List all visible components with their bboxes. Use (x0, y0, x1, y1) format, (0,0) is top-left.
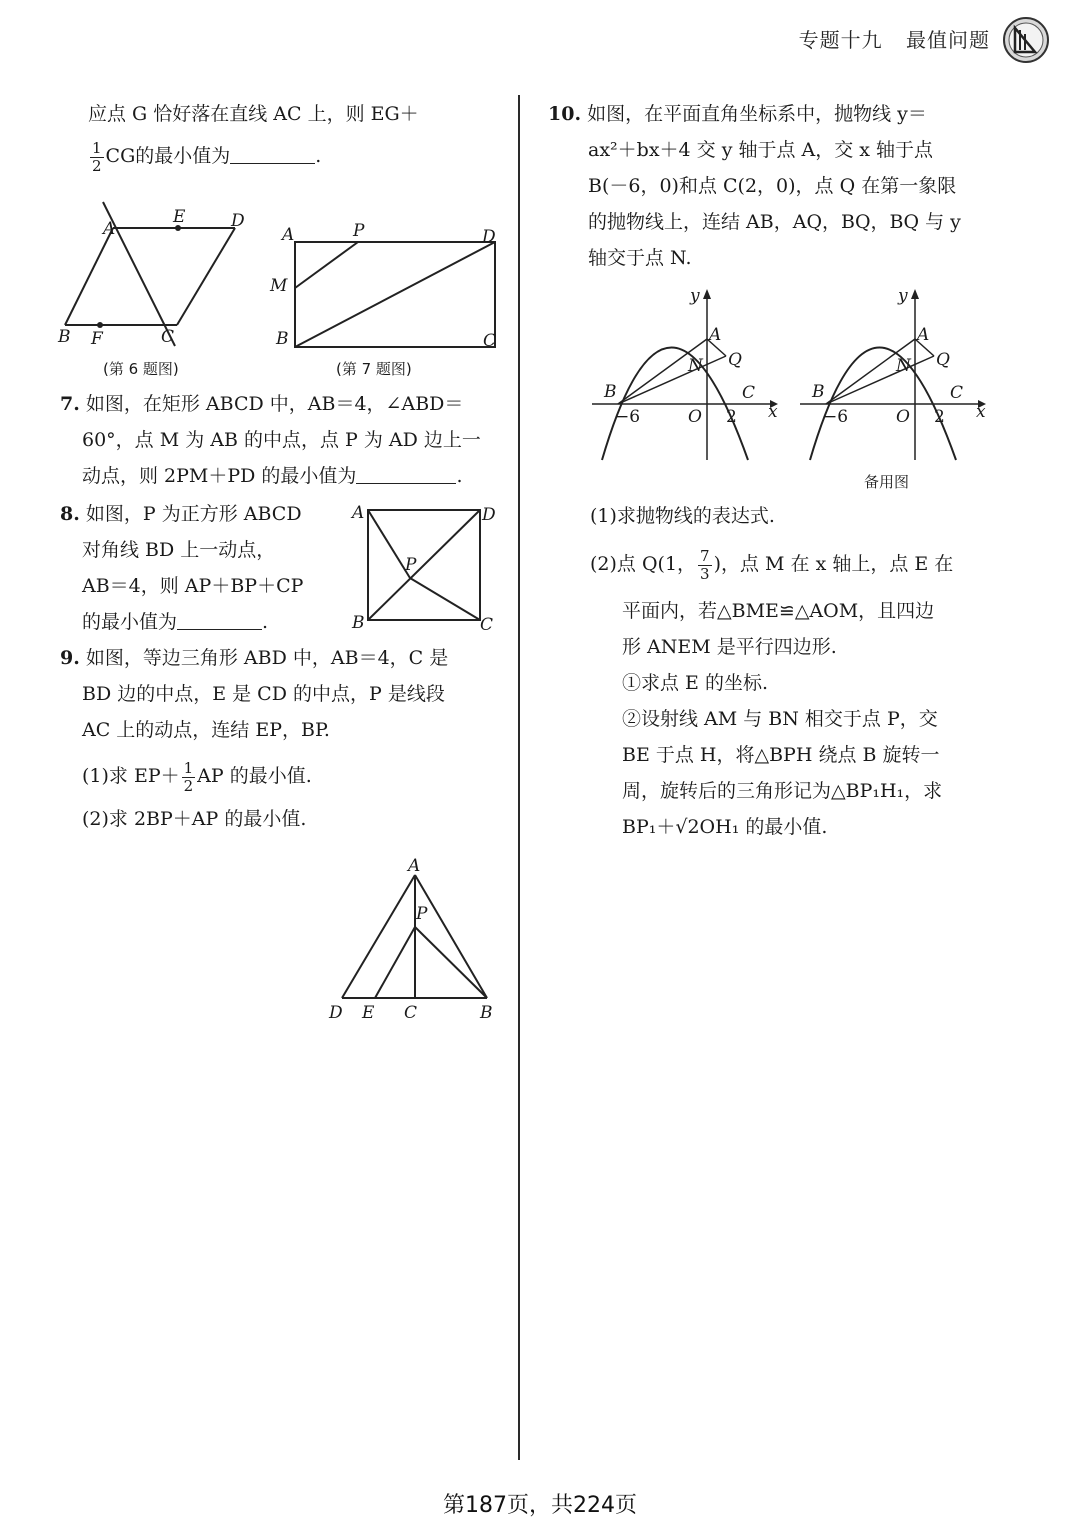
parabola-graph-2 (798, 285, 993, 465)
figure-7 (268, 218, 508, 353)
problem-8-number: 8. (60, 503, 80, 525)
problem-10-questions (590, 498, 1000, 845)
graph2-label-y: y (898, 286, 908, 306)
fig7-caption: (第 7 题图) (336, 360, 412, 378)
graph2-label-N: N (896, 356, 911, 376)
problem-10-line-2: ax²＋bx＋4 交 y 轴于点 A，交 x 轴于点 (588, 139, 934, 161)
fig7-label-C: C (483, 331, 497, 351)
graph2-label-C: C (950, 383, 964, 403)
problem-7-line-3: 动点，则 2PM＋PD 的最小值为 (82, 465, 357, 487)
problem-10-q2-line-3: 形 ANEM 是平行四边形. (622, 635, 837, 658)
fraction-half: $\frac{1}{2}$ (183, 758, 194, 795)
problem-8-line-2: 对角线 BD 上一动点， (82, 539, 276, 561)
graph2-label-x: x (976, 402, 986, 422)
graph1-label-C: C (742, 383, 756, 403)
problem-10-q2-sub1: ①求点 E 的坐标. (622, 671, 768, 694)
header-title: 最值问题 (906, 28, 990, 52)
problem-8-line-4: 的最小值为 (82, 611, 178, 633)
fig6-label-B: B (58, 327, 71, 347)
fig9-label-B: B (480, 1003, 493, 1023)
problem-7-number: 7. (60, 393, 80, 415)
fig7-label-D: D (482, 227, 496, 247)
left-column (60, 96, 500, 175)
problem-10-q2-sub2-line-4: BP₁＋√2OH₁ 的最小值. (622, 815, 828, 838)
problem-7-line-2: 60°，点 M 为 AB 的中点，点 P 为 AD 边上一 (82, 429, 481, 451)
fig9-label-E: E (362, 1003, 375, 1023)
backup-graph-caption: 备用图 (864, 473, 910, 491)
column-divider (518, 95, 520, 1460)
graph1-label-y: y (690, 286, 700, 306)
fig6-label-E: E (173, 207, 186, 227)
problem-6-line-2: $\frac{1}{2}$ CG的最小值为 . (92, 138, 322, 175)
graph1-label-O: O (688, 407, 702, 427)
problem-9-line-2: BD 边的中点，E 是 CD 的中点，P 是线段 (82, 683, 445, 705)
fig9-label-D: D (329, 1003, 343, 1023)
problem-10-q2-line-1: (2)点 Q(1， $\frac{7}{3}$ )，点 M 在 x 轴上，点 E 在 (590, 546, 954, 583)
problem-10-line-1: 如图，在平面直角坐标系中，抛物线 y＝ (587, 103, 927, 125)
problem-8: 8. 如图，P 为正方形 ABCD 对角线 BD 上一动点， AB＝4，则 AP＋BP＋CP 的最小值为 . (60, 496, 350, 640)
fig6-label-F: F (91, 329, 103, 349)
fig9-label-C: C (404, 1003, 418, 1023)
problem-10-number: 10. (548, 103, 582, 125)
answer-blank-6[interactable] (230, 143, 315, 164)
fig8-label-A: A (352, 503, 365, 523)
graph2-tick-neg6: −6 (823, 407, 849, 427)
fig6-caption: (第 6 题图) (103, 360, 179, 378)
graph1-label-x: x (768, 402, 778, 422)
fig7-label-M: M (270, 276, 288, 296)
problem-10-q2-sub2-line-2: BE 于点 H，将△BPH 绕点 B 旋转一 (622, 743, 940, 766)
problem-10-q2-sub2-line-3: 周，旋转后的三角形记为△BP₁H₁，求 (622, 779, 943, 802)
graph1-tick-neg6: −6 (615, 407, 641, 427)
graph2-label-A: A (917, 325, 930, 345)
fig6-label-A: A (103, 219, 116, 239)
graph2-label-O: O (896, 407, 910, 427)
page-indicator: 第187页，共224页 (443, 1493, 637, 1518)
problem-9-number: 9. (60, 647, 80, 669)
problem-10-line-3: B(－6，0)和点 C(2，0)，点 Q 在第一象限 (588, 175, 957, 197)
page-header (0, 0, 1080, 80)
graph1-label-Q: Q (728, 350, 742, 370)
figure-8 (350, 500, 500, 635)
fraction-half: $\frac{1}{2}$ (92, 138, 102, 175)
header-topic: 专题十九 (798, 28, 883, 52)
answer-blank-8[interactable] (177, 609, 262, 630)
fig9-label-P: P (416, 904, 428, 924)
parabola-graph-1 (590, 285, 785, 465)
fig7-label-B: B (276, 329, 289, 349)
fig6-label-D: D (231, 211, 245, 231)
fig8-label-P: P (405, 555, 417, 575)
graph1-tick-2: 2 (726, 407, 737, 427)
graph2-label-Q: Q (936, 350, 950, 370)
problem-7-line-1: 如图，在矩形 ABCD 中，AB＝4，∠ABD＝ (85, 393, 464, 415)
problem-10-q1: (1)求抛物线的表达式. (590, 505, 775, 527)
fig9-label-A: A (408, 856, 421, 876)
graph2-tick-2: 2 (934, 407, 945, 427)
fig6-label-C: C (161, 327, 175, 347)
fig8-label-D: D (482, 505, 496, 525)
fig8-label-C: C (480, 615, 494, 635)
problem-6-line-1: 应点 G 恰好落在直线 AC 上，则 EG＋ (88, 103, 419, 125)
figure-9 (322, 855, 502, 1030)
fig8-label-B: B (352, 613, 365, 633)
graph1-label-N: N (688, 356, 703, 376)
graph1-label-B: B (604, 382, 617, 402)
problem-10 (548, 96, 998, 276)
problem-9-q1: (1)求 EP＋ $\frac{1}{2}$ AP 的最小值. (82, 758, 312, 795)
figure-6 (55, 200, 275, 350)
problem-10-line-4: 的抛物线上，连结 AB，AQ，BQ，BQ 与 y (588, 211, 961, 233)
problem-9-line-1: 如图，等边三角形 ABD 中，AB＝4，C 是 (85, 647, 449, 669)
graph1-label-A: A (709, 325, 722, 345)
problem-10-q2-sub2-line-1: ②设射线 AM 与 BN 相交于点 P，交 (622, 707, 938, 730)
set-square-ruler-logo-icon (1002, 16, 1050, 64)
problem-9-line-3: AC 上的动点，连结 EP，BP. (82, 719, 330, 741)
fig7-label-A: A (282, 225, 295, 245)
problem-10-q2-line-2: 平面内，若△BME≌△AOM，且四边 (622, 599, 935, 622)
graph2-label-B: B (812, 382, 825, 402)
fig7-label-P: P (353, 221, 365, 241)
problem-8-line-1: 如图，P 为正方形 ABCD (85, 503, 302, 525)
problem-9-q2: (2)求 2BP＋AP 的最小值. (82, 807, 307, 830)
problem-8-line-3: AB＝4，则 AP＋BP＋CP (82, 575, 304, 597)
answer-blank-7[interactable] (356, 463, 456, 484)
problem-7: 7. 如图，在矩形 ABCD 中，AB＝4，∠ABD＝ 60°，点 M 为 AB 的中点，点 P 为 AD 边上一 动点，则 2PM＋PD 的最小值为 . (60, 386, 500, 494)
problem-10-line-5: 轴交于点 N. (588, 247, 692, 269)
problem-9 (60, 640, 500, 837)
fraction-seven-thirds: $\frac{7}{3}$ (700, 546, 710, 583)
header-text (783, 24, 990, 53)
